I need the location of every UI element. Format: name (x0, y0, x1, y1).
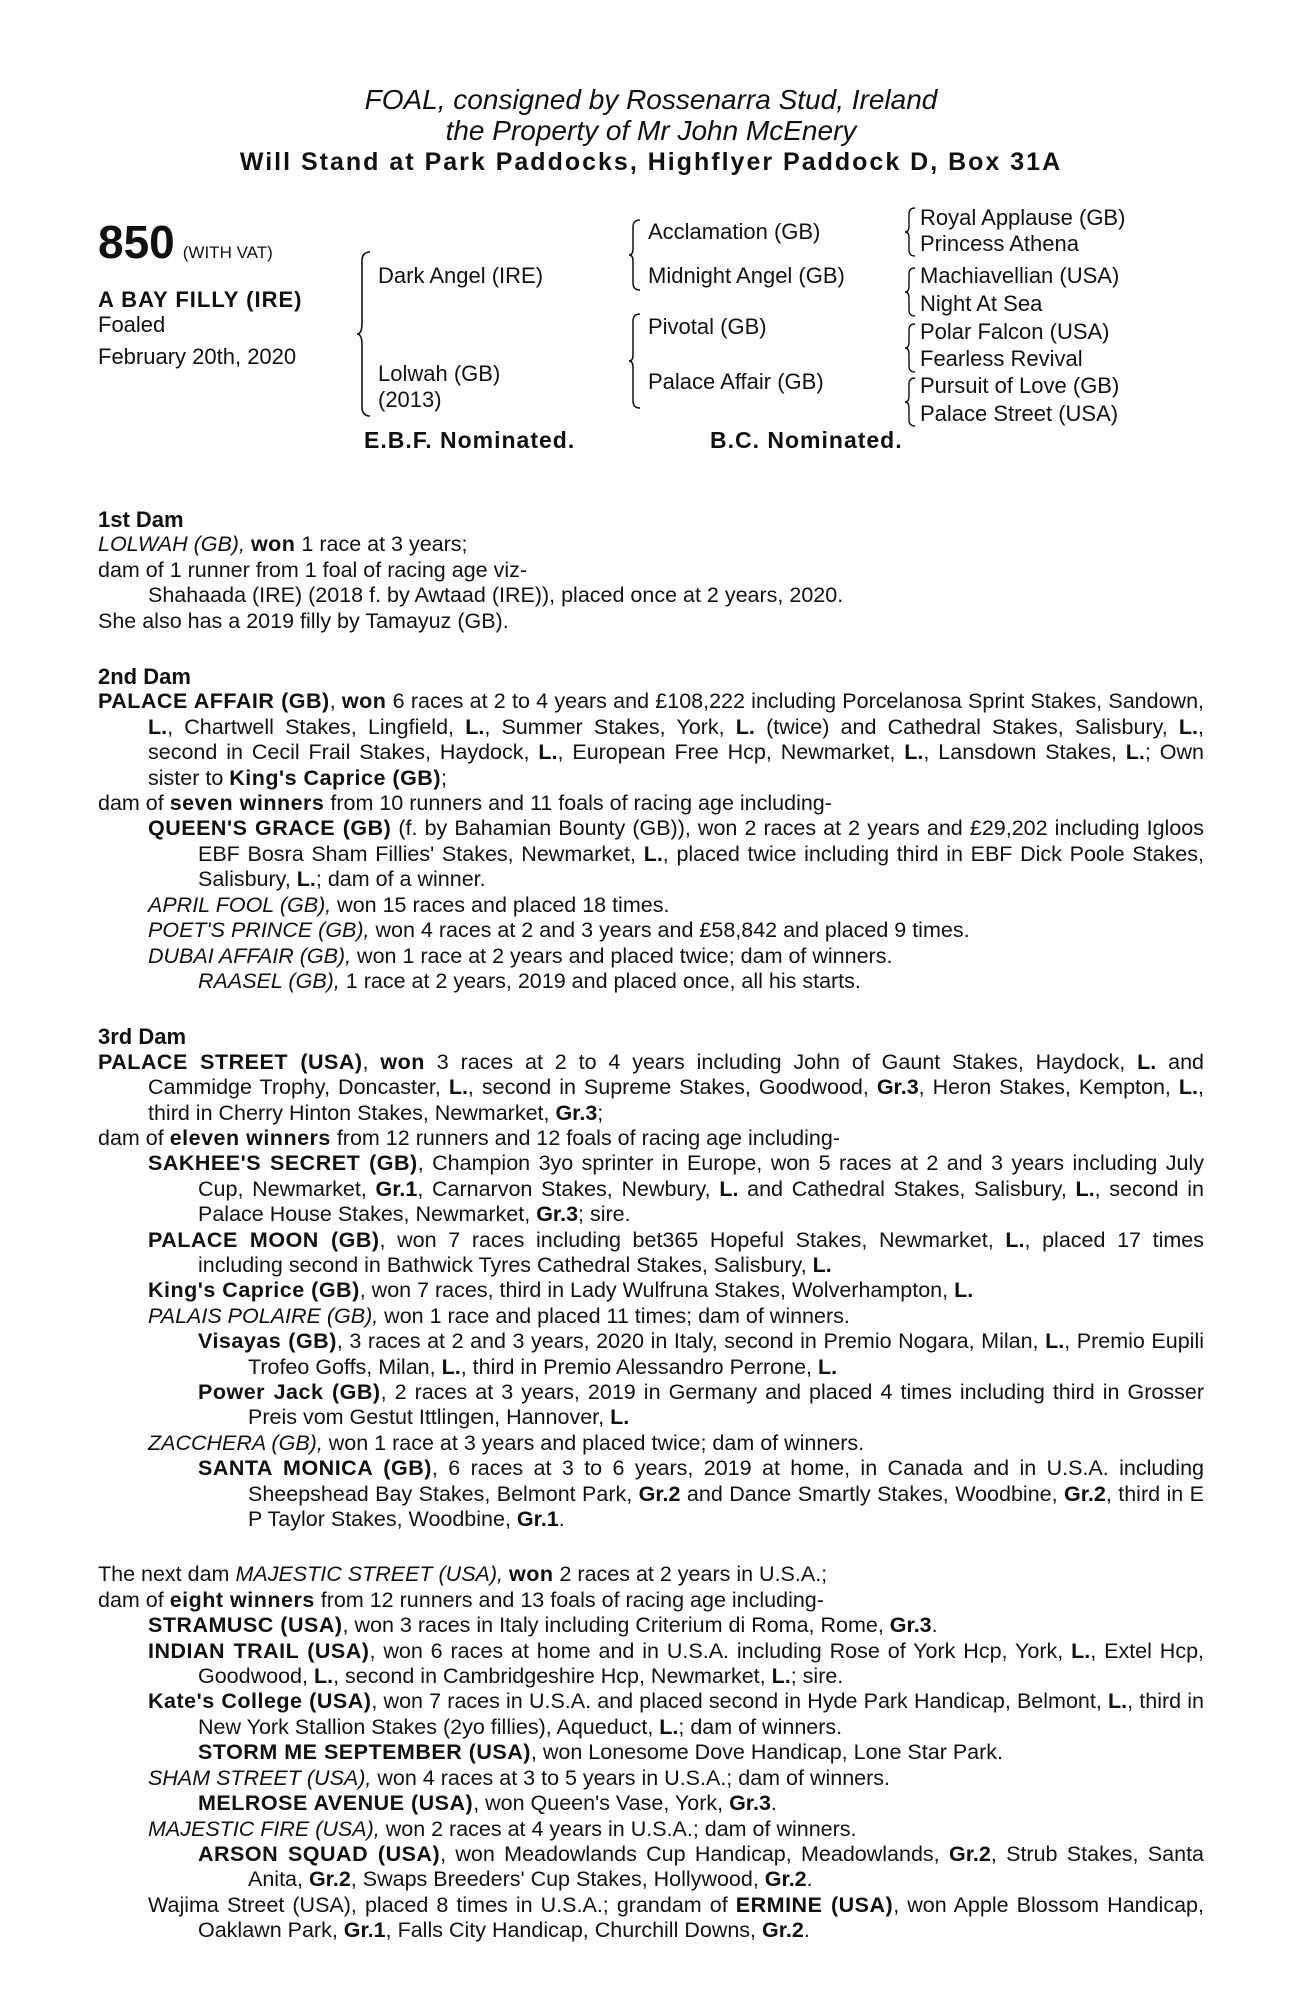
lot-name: A BAY FILLY (IRE) (98, 287, 303, 312)
sdd: Night At Sea (920, 291, 1043, 316)
dam-dam: Palace Affair (GB) (648, 369, 824, 394)
brace-sire (628, 219, 644, 291)
produce-line: MELROSE AVENUE (USA), won Queen's Vase, York, Gr.3. (198, 1791, 777, 1816)
bc-nominated: B.C. Nominated. (710, 427, 903, 453)
sds: Machiavellian (USA) (920, 263, 1120, 288)
ebf-nominated: E.B.F. Nominated. (364, 427, 576, 453)
produce-line: POET'S PRINCE (GB), won 4 races at 2 and 3 years and £58,842 and placed 9 times. (148, 918, 970, 943)
first-dam-section (98, 507, 1204, 634)
produce-line: ZACCHERA (GB), won 1 race at 3 years and placed twice; dam of winners. (148, 1430, 865, 1455)
property-line: the Property of Mr John McEnery (445, 115, 857, 146)
dam-record: dam of seven winners from 10 runners and 11 foals of racing age including- (98, 791, 832, 816)
sire-dam: Midnight Angel (GB) (648, 263, 845, 288)
produce-line: RAASEL (GB), 1 race at 2 years, 2019 and placed once, all his starts. (198, 968, 861, 993)
dam-sire: Pivotal (GB) (648, 314, 767, 339)
dam: Lolwah (GB) (378, 361, 501, 386)
produce-line: Kate's College (USA), won 7 races in U.S.A. and placed second in Hyde Park Handicap, Belmont, L., third in New York Stallion Stakes (2yo fillies), Aqueduct, L.; dam of winners. (148, 1689, 1204, 1739)
brace-dd (904, 377, 918, 427)
produce-line: STORM ME SEPTEMBER (USA), won Lonesome Dove Handicap, Lone Star Park. (198, 1740, 1004, 1765)
produce-line: SAKHEE'S SECRET (GB), Champion 3yo sprinter in Europe, won 5 races at 2 and 3 years including July Cup, Newmarket, Gr.1, Carnarvon Stakes, Newbury, L. and Cathedral Stakes, Salisbury, L., second in Palace House Stakes, Newmarket, Gr.3; sire. (148, 1151, 1205, 1227)
foaled-label: Foaled (98, 312, 166, 337)
sire-sire: Acclamation (GB) (648, 219, 821, 244)
ssd: Princess Athena (920, 231, 1079, 256)
sss: Royal Applause (GB) (920, 205, 1126, 230)
section-title: 3rd Dam (98, 1024, 187, 1050)
dam-record: dam of eight winners from 12 runners and 13 foals of racing age including- (98, 1587, 824, 1612)
produce-line: PALACE MOON (GB), won 7 races including bet365 Hopeful Stakes, Newmarket, L., placed 17 times including second in Bathwick Tyres Cathedral Stakes, Salisbury, L. (148, 1227, 1204, 1277)
catalogue-page (98, 84, 1204, 1944)
produce-line: Shahaada (IRE) (2018 f. by Awtaad (IRE)), placed once at 2 years, 2020. (148, 583, 844, 608)
third-dam-section (98, 1024, 1204, 1532)
produce-line: SHAM STREET (USA), won 4 races at 3 to 5 years in U.S.A.; dam of winners. (148, 1765, 891, 1790)
foaled-date: February 20th, 2020 (98, 344, 297, 369)
price-value: 850 (98, 216, 175, 268)
brace-sd (904, 267, 918, 317)
dam-year: (2013) (378, 387, 442, 412)
dam-line: PALACE STREET (USA), won 3 races at 2 to 4 years including John of Gaunt Stakes, Haydock, L. and Cammidge Trophy, Doncaster, L., second in Supreme Stakes, Goodwood, Gr.3, Heron Stakes, Kempton, L., third in Cherry Hinton Stakes, Newmarket, Gr.3; (98, 1049, 1204, 1125)
next-dam-section (98, 1562, 1204, 1943)
dam-line: LOLWAH (GB), won 1 race at 3 years; (98, 532, 468, 557)
brace-main (356, 251, 376, 417)
produce-line: QUEEN'S GRACE (GB) (f. by Bahamian Bounty (GB)), won 2 races at 2 years and £29,202 including Igloos EBF Bosra Sham Fillies' Stakes, Newmarket, L., placed twice including third in EBF Dick Poole Stakes, Salisbury, L.; dam of a winner. (148, 816, 1204, 892)
vat-note: (WITH VAT) (182, 243, 273, 262)
produce-line: APRIL FOOL (GB), won 15 races and placed 18 times. (148, 892, 670, 917)
produce-line: STRAMUSC (USA), won 3 races in Italy including Criterium di Roma, Rome, Gr.3. (148, 1613, 938, 1638)
dds: Pursuit of Love (GB) (920, 373, 1120, 398)
produce-line: Power Jack (GB), 2 races at 3 years, 2019 in Germany and placed 4 times including third in Grosser Preis vom Gestut Ittlingen, Hannover, L. (198, 1380, 1204, 1430)
dam-line: The next dam MAJESTIC STREET (USA), won 2 races at 2 years in U.S.A.; (98, 1562, 828, 1587)
dam-record: dam of eleven winners from 12 runners and 12 foals of racing age including- (98, 1125, 840, 1150)
produce-line: SANTA MONICA (GB), 6 races at 3 to 6 years, 2019 at home, in Canada and in U.S.A. including Sheepshead Bay Stakes, Belmont Park, Gr.2 and Dance Smartly Stakes, Woodbine, Gr.2, third in E P Taylor Stakes, Woodbine, Gr.1. (198, 1456, 1204, 1532)
produce-line: INDIAN TRAIL (USA), won 6 races at home and in U.S.A. including Rose of York Hcp, York, L., Extel Hcp, Goodwood, L., second in Cambridgeshire Hcp, Newmarket, L.; sire. (148, 1638, 1204, 1689)
produce-line: MAJESTIC FIRE (USA), won 2 races at 4 years in U.S.A.; dam of winners. (148, 1816, 857, 1841)
stand-location: Will Stand at Park Paddocks, Highflyer Paddock D, Box 31A (239, 148, 1063, 176)
lot-price (98, 216, 273, 268)
produce-line: PALAIS POLAIRE (GB), won 1 race and placed 11 times; dam of winners. (148, 1303, 850, 1328)
produce-line: Visayas (GB), 3 races at 2 and 3 years, 2020 in Italy, second in Premio Nogara, Milan, L., Premio Eupili Trofeo Goffs, Milan, L., third in Premio Alessandro Perrone, L. (198, 1329, 1204, 1379)
dss: Polar Falcon (USA) (920, 319, 1110, 344)
sire: Dark Angel (IRE) (378, 263, 544, 288)
ddd: Palace Street (USA) (920, 401, 1119, 426)
produce-line: Wajima Street (USA), placed 8 times in U.S.A.; grandam of ERMINE (USA), won Apple Blossom Handicap, Oaklawn Park, Gr.1, Falls City Handicap, Churchill Downs, Gr.2. (148, 1892, 1204, 1943)
consignor-line: FOAL, consigned by Rossenarra Stud, Ireland (364, 84, 938, 115)
dam-record: dam of 1 runner from 1 foal of racing age viz- (98, 557, 528, 582)
produce-note: She also has a 2019 filly by Tamayuz (GB). (98, 608, 509, 633)
brace-dam (628, 313, 644, 409)
second-dam-section (98, 664, 1204, 994)
produce-line: ARSON SQUAD (USA), won Meadowlands Cup Handicap, Meadowlands, Gr.2, Strub Stakes, Santa Anita, Gr.2, Swaps Breeders' Cup Stakes, Hollywood, Gr.2. (198, 1841, 1204, 1892)
section-title: 1st Dam (98, 507, 184, 532)
produce-line: King's Caprice (GB), won 7 races, third in Lady Wulfruna Stakes, Wolverhampton, L. (148, 1278, 974, 1303)
pedigree-table (98, 201, 1204, 501)
dam-line: PALACE AFFAIR (GB), won 6 races at 2 to 4 years and £108,222 including Porcelanosa Sprint Stakes, Sandown, L., Chartwell Stakes, Lingfield, L., Summer Stakes, York, L. (twice) and Cathedral Stakes, Salisbury, L., second in Cecil Frail Stakes, Haydock, L., European Free Hcp, Newmarket, L., Lansdown Stakes, L.; Own sister to King's Caprice (GB); (98, 689, 1205, 790)
dsd: Fearless Revival (920, 346, 1083, 371)
brace-ss (904, 207, 918, 257)
produce-line: DUBAI AFFAIR (GB), won 1 race at 2 years and placed twice; dam of winners. (148, 943, 893, 968)
section-title: 2nd Dam (98, 664, 191, 690)
brace-ds (904, 323, 918, 373)
